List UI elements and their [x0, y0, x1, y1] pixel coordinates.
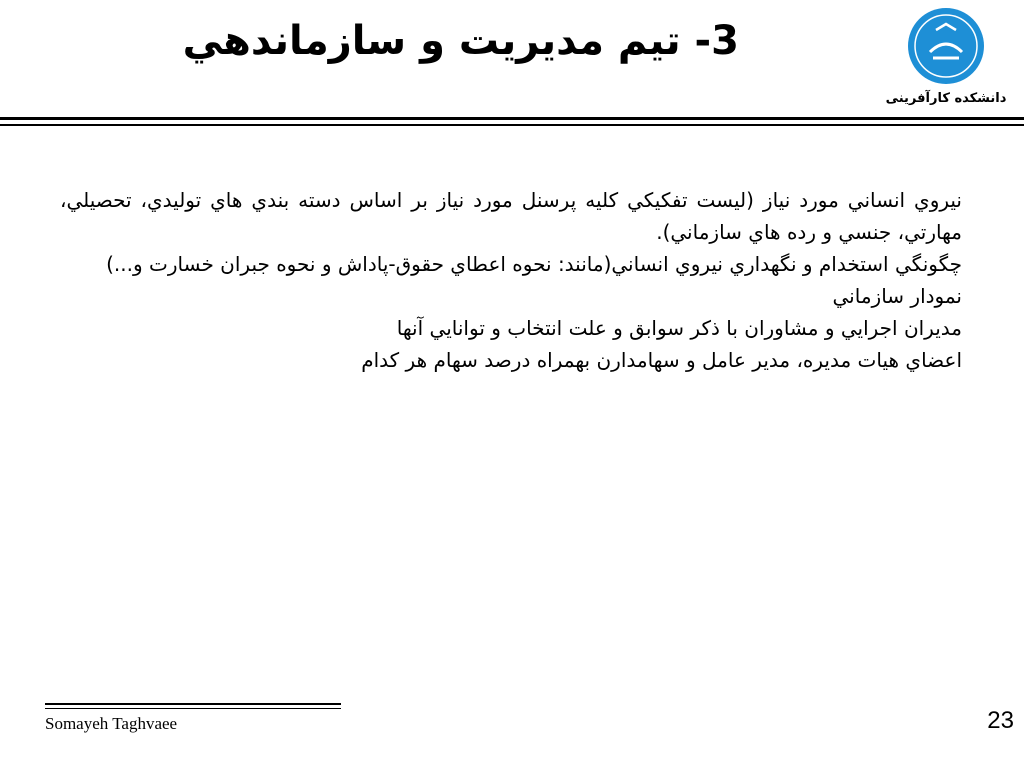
author-name: Somayeh Taghvaee — [45, 714, 178, 733]
page-number: 23 — [987, 707, 1014, 734]
slide-title: 3- تيم مديريت و سازماندهي — [182, 18, 739, 64]
header-rule-thin — [0, 124, 1024, 126]
paragraph: نمودار سازماني — [832, 284, 962, 308]
header-rule-thick — [0, 117, 1024, 120]
paragraph: نيروي انساني مورد نياز (ليست تفكيكي كليه پرسنل مورد نياز بر اساس دسته بندي هاي توليدي، تحصيلي، مهارتي، جنسي و رده هاي سازماني). — [60, 188, 962, 244]
paragraph: اعضاي هيات مديره، مدير عامل و سهامدارن بهمراه درصد سهام هر كدام — [361, 348, 962, 372]
footer-rule-thin — [45, 708, 341, 709]
slide-body — [60, 184, 962, 376]
paragraph: مديران اجرايي و مشاوران با ذكر سوابق و علت انتخاب و توانايي آنها — [396, 316, 962, 340]
paragraph: چگونگي استخدام و نگهداري نيروي انساني(مانند: نحوه اعطاي حقوق-پاداش و نحوه جبران خسارت و...) — [106, 252, 962, 276]
footer-rule-thick — [45, 703, 341, 705]
university-logo — [885, 6, 1007, 114]
logo-caption: دانشکده کارآفرینی — [885, 91, 1007, 106]
